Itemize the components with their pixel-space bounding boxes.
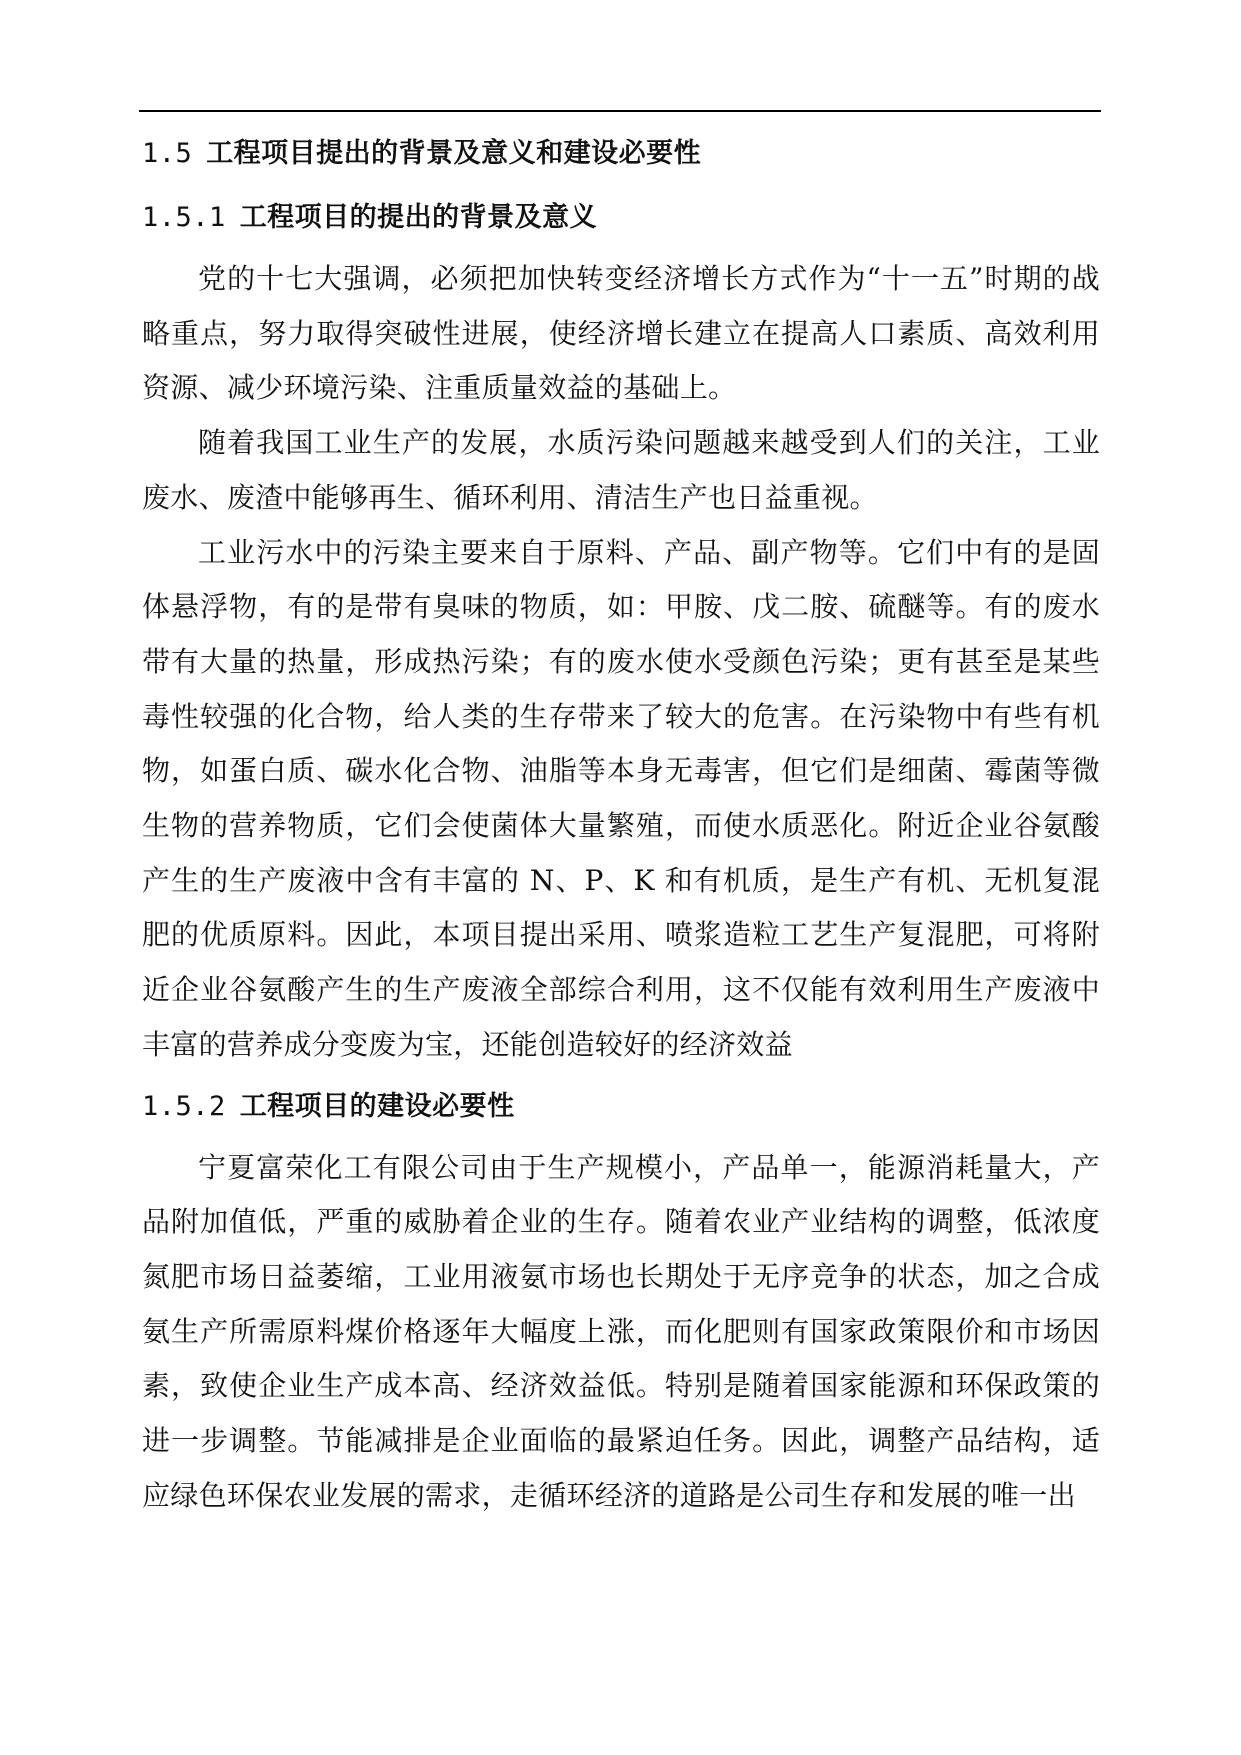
document-body xyxy=(142,130,1100,1523)
section-heading-1-5-2 xyxy=(142,1073,1100,1141)
header-rule xyxy=(139,110,1101,112)
section-number: 1.5.2 xyxy=(142,1090,226,1122)
section-number: 1.5 xyxy=(142,138,193,169)
section-heading-1-5-1 xyxy=(142,190,1100,252)
section-title: 工程项目的提出的背景及意义 xyxy=(239,202,598,233)
section-heading-1-5 xyxy=(142,130,1100,190)
section-title: 工程项目的建设必要性 xyxy=(239,1090,515,1122)
section-number: 1.5.1 xyxy=(142,202,226,233)
paragraph: 工业污水中的污染主要来自于原料、产品、副产物等。它们中有的是固体悬浮物，有的是带有臭味的物质，如：甲胺、戊二胺、硫醚等。有的废水带有大量的热量，形成热污染；有的废水使水受颜色污染；更有甚至是某些毒性较强的化合物，给人类的生存带来了较大的危害。在污染物中有些有机物，如蛋白质、碳水化合物、油脂等本身无毒害，但它们是细菌、霉菌等微生物的营养物质，它们会使菌体大量繁殖，而使水质恶化。附近企业谷氨酸产生的生产废液中含有丰富的 N、P、K 和有机质，是生产有机、无机复混肥的优质原料。因此，本项目提出采用、喷浆造粒工艺生产复混肥，可将附近企业谷氨酸产生的生产废液全部综合利用，这不仅能有效利用生产废液中丰富的营养成分变废为宝，还能创造较好的经济效益 xyxy=(142,535,1100,1061)
paragraph: 宁夏富荣化工有限公司由于生产规模小，产品单一，能源消耗量大，产品附加值低，严重的威胁着企业的生存。随着农业产业结构的调整，低浓度氮肥市场日益萎缩，工业用液氨市场也长期处于无序竞争的状态，加之合成氨生产所需原料煤价格逐年大幅度上涨，而化肥则有国家政策限价和市场因素，致使企业生产成本高、经济效益低。特别是随着国家能源和环保政策的进一步调整。节能减排是企业面临的最紧迫任务。因此，调整产品结构，适应绿色环保农业发展的需求，走循环经济的道路是公司生存和发展的唯一出 xyxy=(142,1150,1100,1512)
paragraph: 党的十七大强调，必须把加快转变经济增长方式作为“十一五”时期的战略重点，努力取得突破性进展，使经济增长建立在提高人口素质、高效利用资源、减少环境污染、注重质量效益的基础上。 xyxy=(142,262,1100,405)
paragraph: 随着我国工业生产的发展，水质污染问题越来越受到人们的关注，工业废水、废渣中能够再生、循环利用、清洁生产也日益重视。 xyxy=(142,426,1100,514)
section-title: 工程项目提出的背景及意义和建设必要性 xyxy=(206,138,702,169)
